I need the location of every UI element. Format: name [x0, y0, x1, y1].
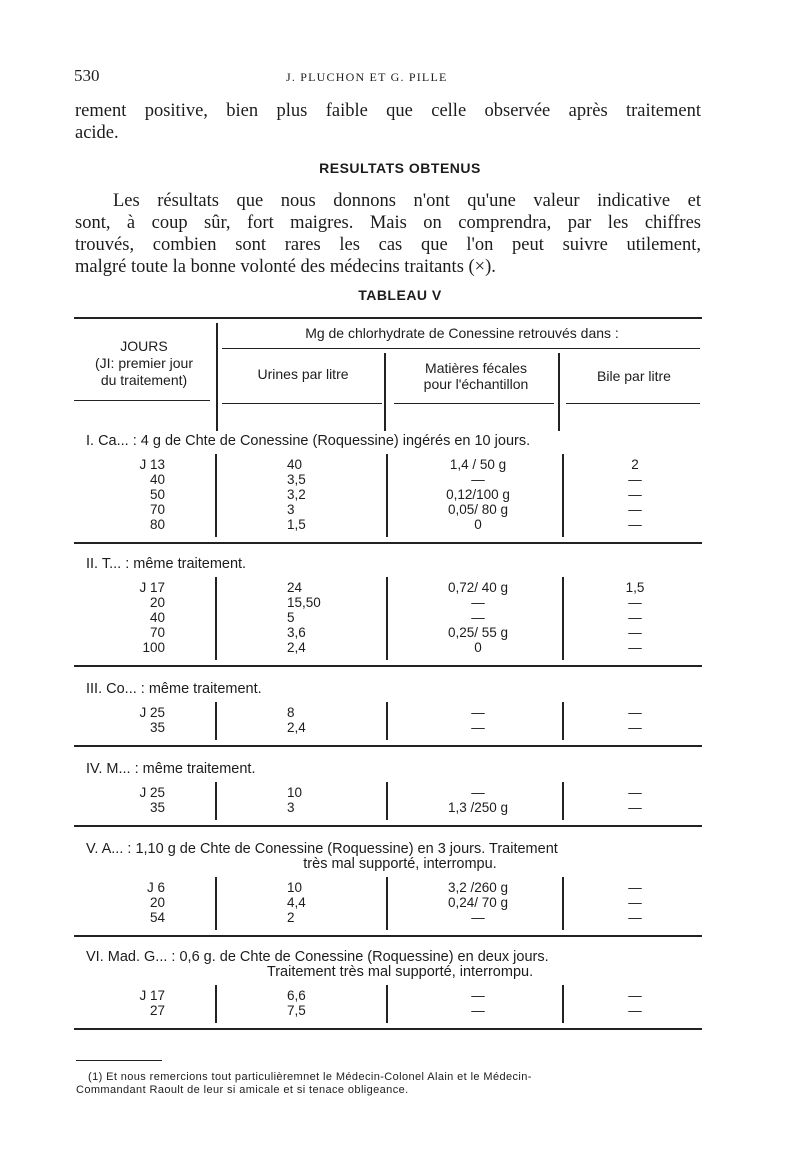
matieres-header [394, 360, 558, 392]
cell-urines: 10 [287, 785, 303, 800]
cell-bile: — [628, 705, 642, 720]
cell-matieres: 0,05/ 80 g [447, 502, 509, 517]
column-divider [215, 877, 217, 930]
cell-urines: 10 [287, 880, 303, 895]
cell-matieres: — [471, 988, 485, 1003]
cell-urines: 5 [287, 610, 295, 625]
cell-urines: 7,5 [287, 1003, 306, 1018]
jours-header-line: (JI: premier jour [94, 355, 194, 371]
cell-urines: 3,5 [287, 472, 306, 487]
footnote-line: Commandant Raoult de leur si amicale et si tenace obligeance. [76, 1084, 409, 1096]
cell-matieres: — [471, 595, 485, 610]
urines-rule [222, 403, 382, 404]
column-divider [215, 782, 217, 820]
paragraph-line: trouvés, combien sont rares les cas que l'on peut suivre utilement, [75, 235, 701, 255]
block-rule [74, 542, 702, 544]
column-divider [386, 877, 388, 930]
column-divider [386, 702, 388, 740]
block-rule [74, 1028, 702, 1030]
column-divider [562, 702, 564, 740]
cell-jour: 27 [149, 1003, 165, 1018]
cell-bile: — [628, 895, 642, 910]
cell-jour: 35 [149, 800, 165, 815]
cell-jour: 70 [149, 502, 165, 517]
cell-matieres: 0,24/ 70 g [447, 895, 509, 910]
cell-jour: 20 [149, 895, 165, 910]
cell-jour: 20 [149, 595, 165, 610]
cell-bile: 2 [631, 457, 639, 472]
cell-matieres: 0,25/ 55 g [447, 625, 509, 640]
patient-title: IV. M... : même traitement. [86, 761, 256, 777]
cell-bile: — [628, 625, 642, 640]
cell-jour: J 25 [139, 785, 165, 800]
column-divider [562, 782, 564, 820]
cell-jour: 80 [149, 517, 165, 532]
column-divider [215, 577, 217, 660]
block-rule [74, 935, 702, 937]
group-header: Mg de chlorhydrate de Conessine retrouvés dans : [305, 325, 619, 341]
cell-jour: 35 [149, 720, 165, 735]
cell-urines: 3 [287, 502, 295, 517]
patient-title: II. T... : même traitement. [86, 556, 247, 572]
cell-urines: 3,6 [287, 625, 306, 640]
cell-urines: 8 [287, 705, 295, 720]
table-title: TABLEAU V [358, 287, 442, 303]
patient-title: I. Ca... : 4 g de Chte de Conessine (Roquessine) ingérés en 10 jours. [86, 433, 531, 449]
patient-title: V. A... : 1,10 g de Chte de Conessine (Roquessine) en 3 jours. Traitement [86, 841, 558, 857]
cell-jour: 70 [149, 625, 165, 640]
cell-bile: — [628, 472, 642, 487]
cell-jour: 40 [149, 610, 165, 625]
header-divider [216, 323, 218, 431]
cell-jour: 40 [149, 472, 165, 487]
column-divider [386, 782, 388, 820]
patient-title: Traitement très mal supporté, interrompu. [266, 964, 534, 980]
block-rule [74, 825, 702, 827]
cell-urines: 15,50 [287, 595, 321, 610]
column-divider [562, 985, 564, 1023]
cell-matieres: — [471, 610, 485, 625]
cell-matieres: — [471, 785, 485, 800]
cell-matieres: — [471, 720, 485, 735]
cell-bile: — [628, 1003, 642, 1018]
cell-urines: 2 [287, 910, 295, 925]
cell-bile: — [628, 880, 642, 895]
cell-urines: 3 [287, 800, 295, 815]
bile-rule [566, 403, 700, 404]
cell-matieres: 3,2 /260 g [447, 880, 509, 895]
column-divider [215, 454, 217, 537]
cell-matieres: 0,12/100 g [446, 487, 510, 502]
column-divider [562, 577, 564, 660]
cell-urines: 40 [287, 457, 303, 472]
footnote [76, 1071, 706, 1097]
intro-line: acide. [75, 123, 119, 143]
jours-header-line: du traitement) [100, 372, 188, 388]
cell-urines: 2,4 [287, 640, 306, 655]
intro-line: rement positive, bien plus faible que celle observée après traitement [75, 101, 701, 121]
cell-bile: — [628, 517, 642, 532]
cell-matieres: 0 [474, 640, 482, 655]
cell-jour: J 13 [139, 457, 165, 472]
cell-urines: 2,4 [287, 720, 306, 735]
cell-matieres: — [471, 1003, 485, 1018]
jours-header [74, 338, 214, 389]
cell-bile: — [628, 910, 642, 925]
group-rule [222, 348, 700, 349]
cell-matieres: — [471, 705, 485, 720]
cell-bile: — [628, 595, 642, 610]
cell-bile: — [628, 502, 642, 517]
cell-jour: J 6 [146, 880, 165, 895]
cell-bile: — [628, 988, 642, 1003]
cell-matieres: — [471, 910, 485, 925]
paragraph-line: malgré toute la bonne volonté des médecins traitants (×). [75, 257, 496, 277]
header-divider [384, 353, 386, 431]
cell-matieres: — [471, 472, 485, 487]
matieres-rule [394, 403, 554, 404]
cell-matieres: 0 [474, 517, 482, 532]
cell-matieres: 1,3 /250 g [447, 800, 509, 815]
header-divider [558, 353, 560, 431]
cell-jour: J 17 [139, 988, 165, 1003]
patient-title: III. Co... : même traitement. [86, 681, 262, 697]
bile-header: Bile par litre [597, 368, 671, 384]
patient-title: très mal supporté, interrompu. [303, 856, 497, 872]
cell-urines: 6,6 [287, 988, 306, 1003]
matieres-header-line: Matières fécales [425, 360, 527, 376]
cell-urines: 4,4 [287, 895, 306, 910]
cell-urines: 3,2 [287, 487, 306, 502]
paragraph-line: sont, à coup sûr, fort maigres. Mais on comprendra, par les chiffres [75, 213, 701, 233]
table-top-rule [74, 317, 702, 319]
block-rule [74, 665, 702, 667]
cell-jour: J 25 [139, 705, 165, 720]
jours-rule [74, 400, 210, 401]
cell-jour: 100 [142, 640, 165, 655]
cell-bile: — [628, 800, 642, 815]
cell-bile: 1,5 [625, 580, 645, 595]
cell-bile: — [628, 785, 642, 800]
cell-urines: 1,5 [287, 517, 306, 532]
column-divider [215, 702, 217, 740]
jours-header-line: JOURS [120, 338, 168, 354]
cell-jour: 54 [149, 910, 165, 925]
cell-urines: 24 [287, 580, 303, 595]
paragraph-line: Les résultats que nous donnons n'ont qu'une valeur indicative et [113, 191, 701, 211]
cell-bile: — [628, 487, 642, 502]
footnote-rule [76, 1060, 162, 1061]
cell-bile: — [628, 720, 642, 735]
urines-header: Urines par litre [257, 366, 349, 382]
running-head: J. PLUCHON ET G. PILLE [286, 70, 448, 84]
matieres-header-line: pour l'échantillon [423, 376, 529, 392]
cell-matieres: 0,72/ 40 g [447, 580, 509, 595]
column-divider [386, 577, 388, 660]
footnote-line: (1) Et nous remercions tout particulièremnet le Médecin-Colonel Alain et le Médecin- [88, 1071, 532, 1083]
cell-matieres: 1,4 / 50 g [449, 457, 507, 472]
cell-jour: 50 [149, 487, 165, 502]
column-divider [386, 454, 388, 537]
section-title: RESULTATS OBTENUS [319, 160, 481, 176]
column-divider [562, 877, 564, 930]
column-divider [215, 985, 217, 1023]
cell-bile: — [628, 610, 642, 625]
column-divider [562, 454, 564, 537]
cell-bile: — [628, 640, 642, 655]
page-number: 530 [74, 66, 100, 85]
column-divider [386, 985, 388, 1023]
cell-jour: J 17 [139, 580, 165, 595]
block-rule [74, 745, 702, 747]
patient-title: VI. Mad. G... : 0,6 g. de Chte de Conessine (Roquessine) en deux jours. [86, 949, 549, 965]
